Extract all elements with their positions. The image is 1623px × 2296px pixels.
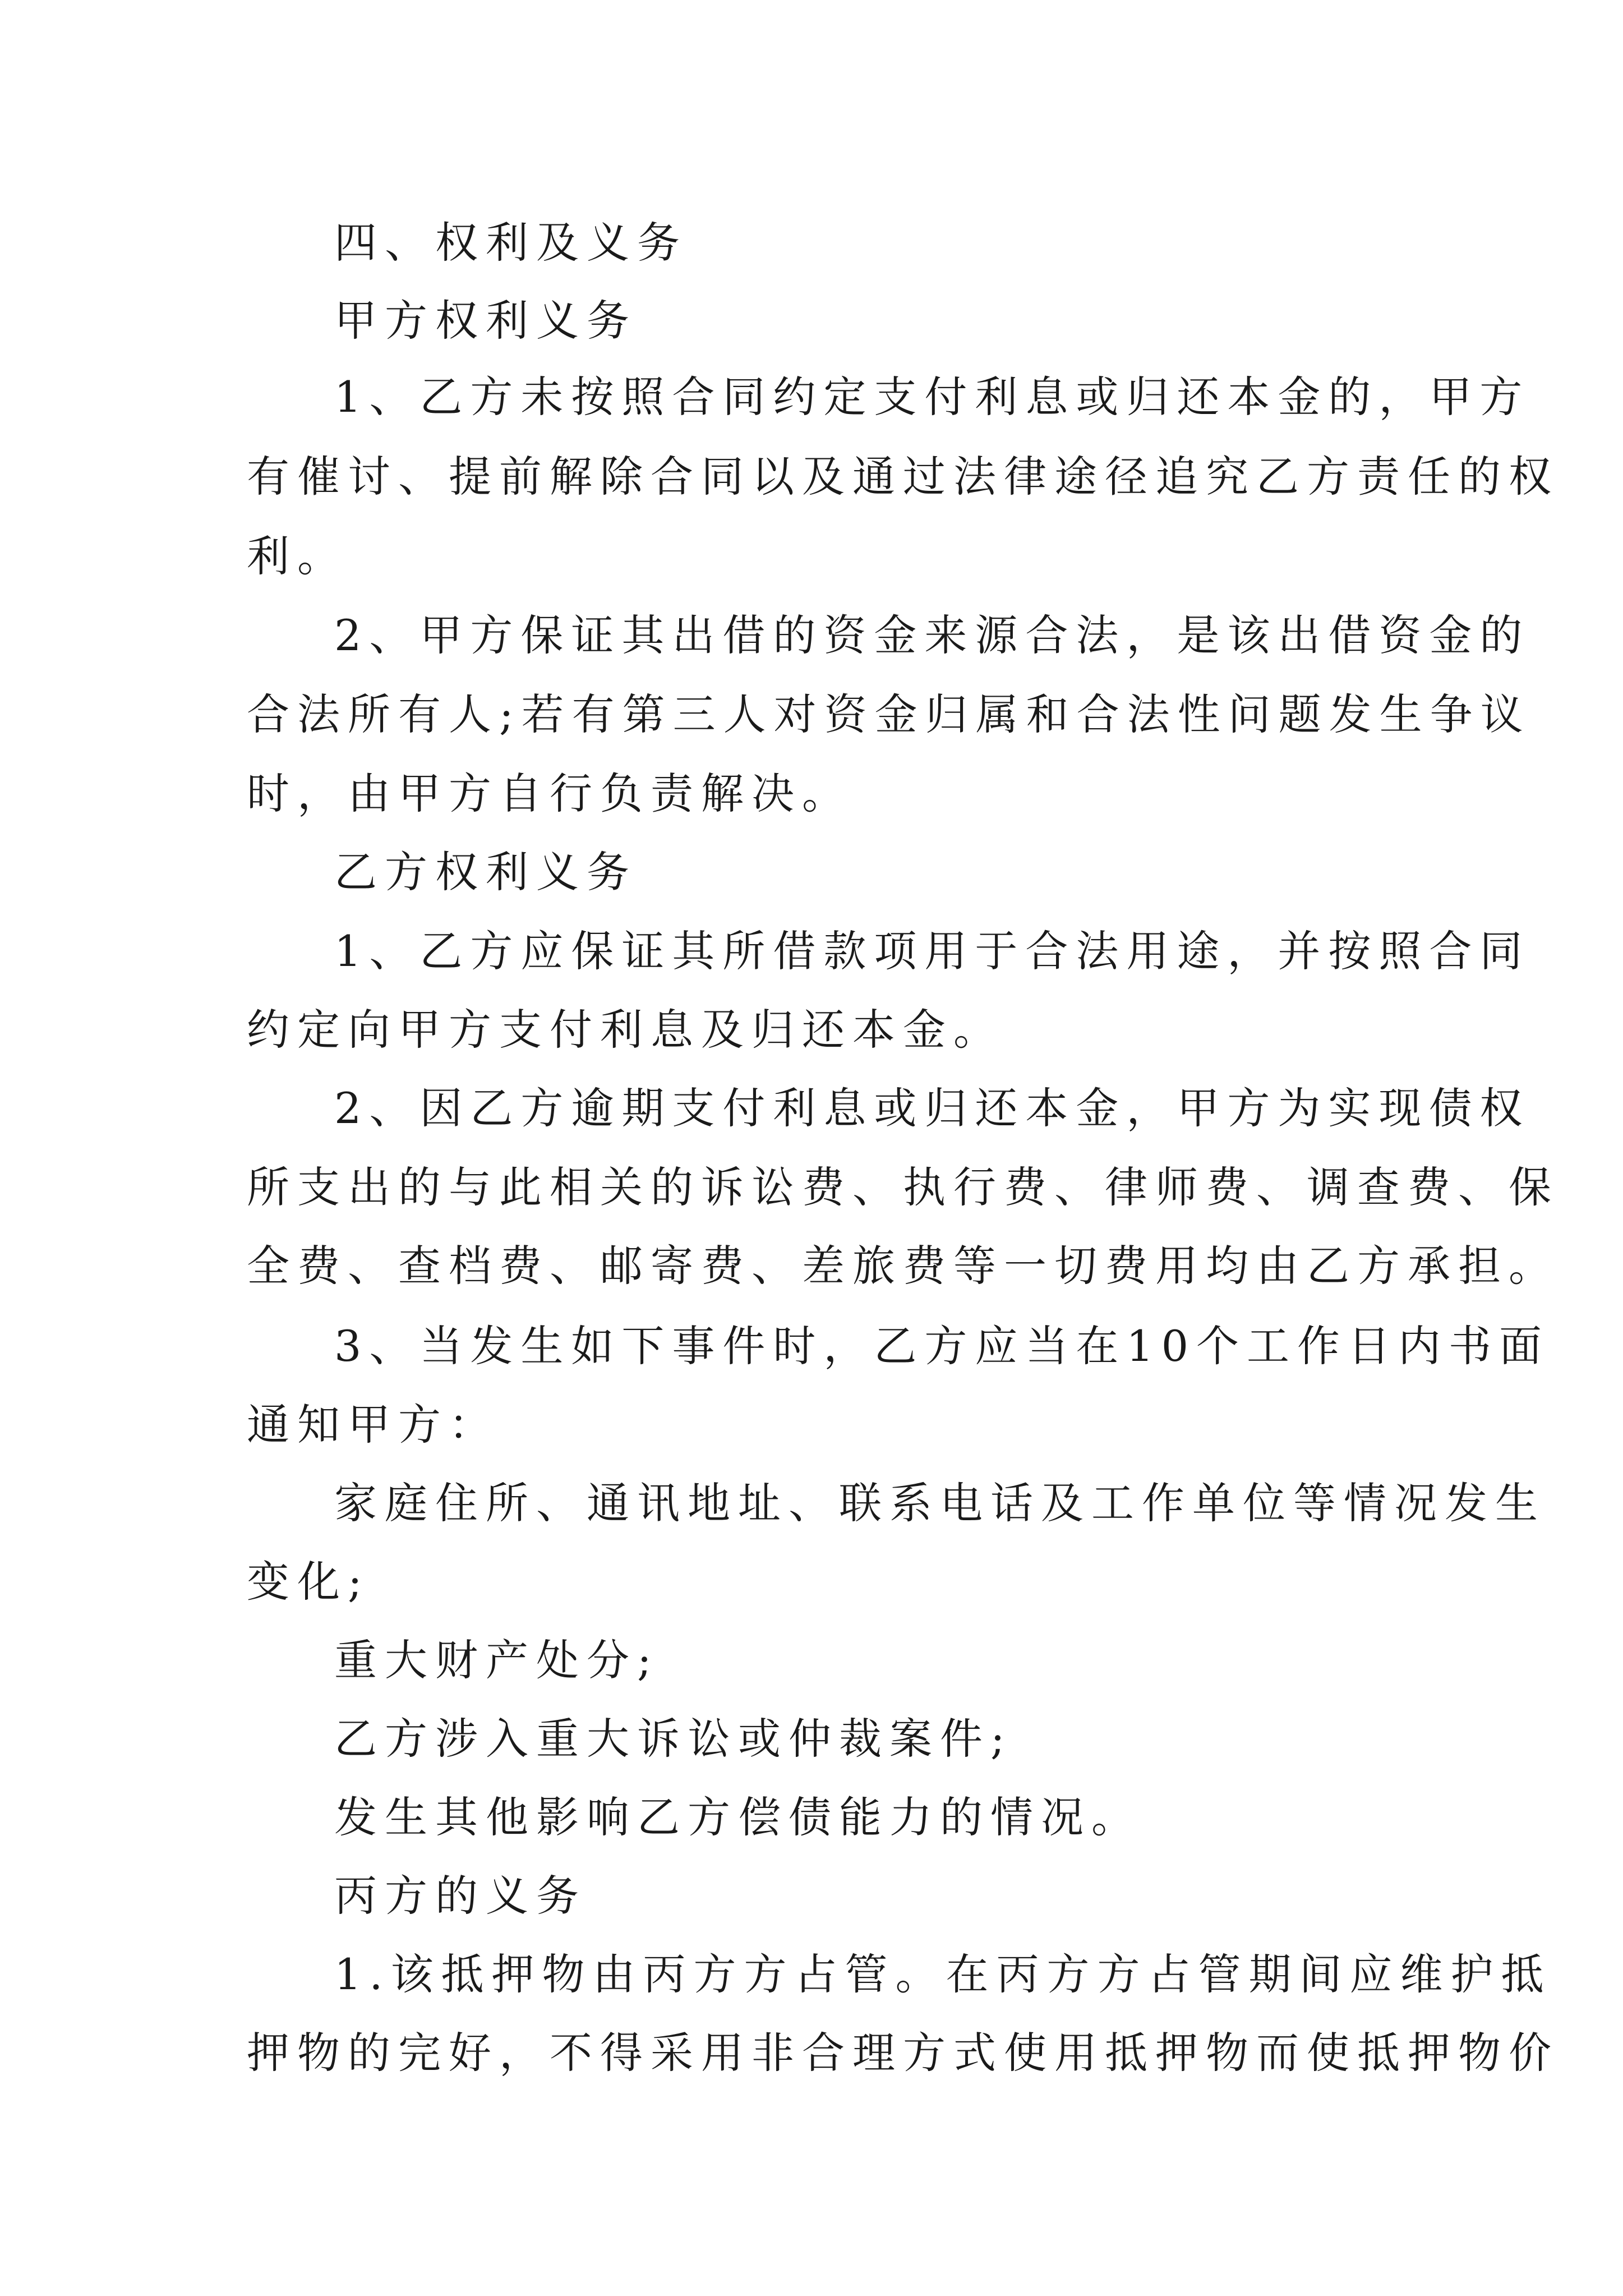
paragraph-line: 1、乙方应保证其所借款项用于合法用途，并按照合同	[334, 926, 1530, 976]
paragraph-line: 通知甲方：	[247, 1400, 499, 1450]
paragraph-line: 1.该抵押物由丙方方占管。在丙方方占管期间应维护抵	[334, 1949, 1552, 1999]
paragraph-line: 2、因乙方逾期支付利息或归还本金，甲方为实现债权	[334, 1083, 1530, 1133]
party-a-heading: 甲方权利义务	[334, 296, 637, 346]
paragraph-line: 合法所有人;若有第三人对资金归属和合法性问题发生争议	[247, 689, 1531, 739]
party-c-heading: 丙方的义务	[334, 1871, 587, 1921]
paragraph-line: 全费、查档费、邮寄费、差旅费等一切费用均由乙方承担。	[247, 1241, 1559, 1291]
paragraph-line: 约定向甲方支付利息及归还本金。	[247, 1005, 1004, 1055]
paragraph-line: 2、甲方保证其出借的资金来源合法，是该出借资金的	[334, 610, 1530, 660]
paragraph-line: 3、当发生如下事件时，乙方应当在10个工作日内书面	[334, 1321, 1550, 1371]
paragraph-line: 利。	[247, 531, 348, 581]
paragraph-line: 押物的完好，不得采用非合理方式使用抵押物而使抵押物价	[247, 2028, 1559, 2078]
paragraph-line: 重大财产处分;	[334, 1635, 660, 1685]
paragraph-line: 1、乙方未按照合同约定支付利息或归还本金的，甲方	[334, 372, 1530, 422]
paragraph-line: 乙方涉入重大诉讼或仲裁案件;	[334, 1714, 1013, 1764]
paragraph-line: 所支出的与此相关的诉讼费、执行费、律师费、调查费、保	[247, 1162, 1559, 1212]
paragraph-line: 有催讨、提前解除合同以及通过法律途径追究乙方责任的权	[247, 452, 1559, 501]
paragraph-line: 发生其他影响乙方偿债能力的情况。	[334, 1792, 1142, 1842]
paragraph-line: 时，由甲方自行负责解决。	[247, 769, 852, 818]
paragraph-line: 变化;	[247, 1557, 370, 1607]
party-b-heading: 乙方权利义务	[334, 847, 637, 897]
section-heading: 四、权利及义务	[334, 218, 688, 268]
paragraph-line: 家庭住所、通讯地址、联系电话及工作单位等情况发生	[334, 1478, 1546, 1528]
